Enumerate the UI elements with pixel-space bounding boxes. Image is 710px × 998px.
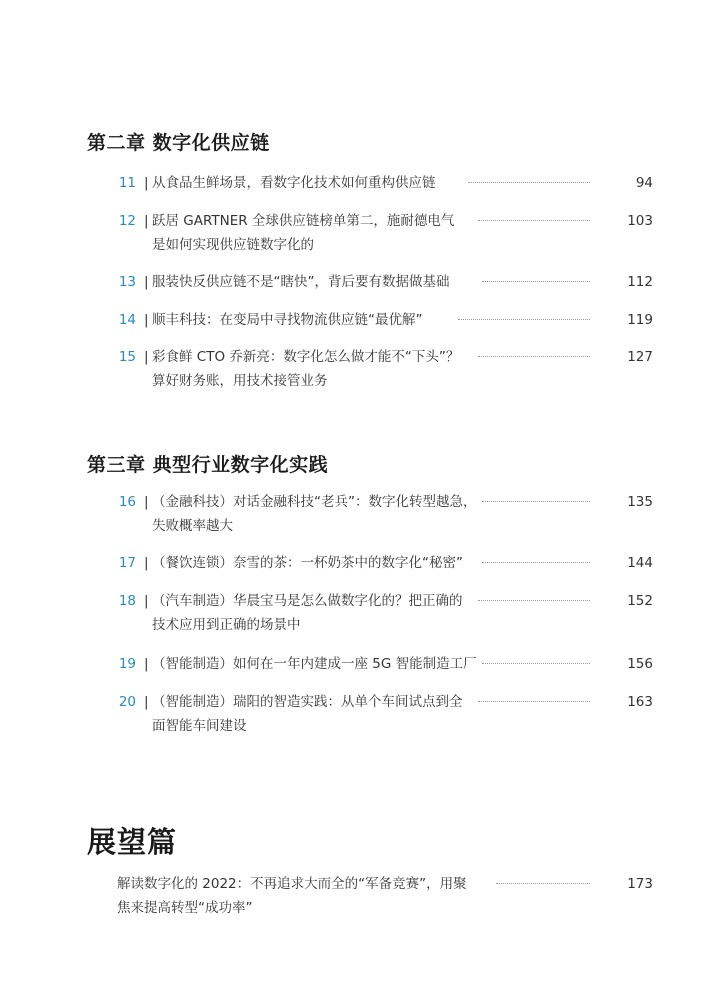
- entry-separator: |: [144, 494, 149, 510]
- leader-dots: [458, 319, 590, 320]
- entry-number: 12: [118, 213, 136, 229]
- entry-separator: |: [144, 213, 149, 229]
- leader-dots: [468, 182, 590, 183]
- entry-separator: |: [144, 349, 149, 365]
- leader-dots: [482, 501, 590, 502]
- entry-title: 跃居 GARTNER 全球供应链榜单第二，施耐德电气 是如何实现供应链数字化的: [152, 213, 455, 253]
- entry-title: （智能制造）瑞阳的智造实践：从单个车间试点到全 面智能车间建设: [152, 694, 463, 734]
- chapter-heading: 第三章 典型行业数字化实践: [87, 454, 329, 476]
- entry-number: 20: [118, 694, 136, 710]
- entry-page-number: 135: [627, 494, 653, 510]
- leader-dots: [478, 701, 590, 702]
- entry-page-number: 144: [627, 555, 653, 571]
- entry-page-number: 112: [627, 274, 653, 290]
- entry-separator: |: [144, 555, 149, 571]
- leader-dots: [482, 663, 590, 664]
- entry-title: 解读数字化的 2022：不再追求大而全的“军备竞赛”，用聚 焦来提高转型“成功率”: [117, 876, 467, 916]
- entry-separator: |: [144, 593, 149, 609]
- leader-dots: [478, 356, 590, 357]
- leader-dots: [496, 883, 590, 884]
- entry-number: 19: [118, 656, 136, 672]
- leader-dots: [482, 281, 590, 282]
- entry-number: 11: [118, 175, 136, 191]
- entry-title: （餐饮连锁）奈雪的茶：一杯奶茶中的数字化“秘密”: [152, 555, 463, 571]
- entry-title: （汽车制造）华晨宝马是怎么做数字化的？把正确的 技术应用到正确的场景中: [152, 593, 463, 633]
- entry-page-number: 119: [627, 312, 653, 328]
- entry-number: 18: [118, 593, 136, 609]
- leader-dots: [478, 220, 590, 221]
- entry-separator: |: [144, 694, 149, 710]
- entry-page-number: 103: [627, 213, 653, 229]
- entry-page-number: 94: [635, 175, 653, 191]
- entry-title: 服装快反供应链不是“瞎快”，背后要有数据做基础: [152, 274, 450, 290]
- entry-page-number: 173: [627, 876, 653, 892]
- entry-page-number: 156: [627, 656, 653, 672]
- entry-number: 14: [118, 312, 136, 328]
- entry-page-number: 127: [627, 349, 653, 365]
- entry-separator: |: [144, 274, 149, 290]
- entry-page-number: 163: [627, 694, 653, 710]
- entry-number: 16: [118, 494, 136, 510]
- entry-separator: |: [144, 175, 149, 191]
- leader-dots: [478, 600, 590, 601]
- entry-separator: |: [144, 312, 149, 328]
- entry-number: 15: [118, 349, 136, 365]
- entry-title: 彩食鲜 CTO 乔新亮：数字化怎么做才能不“下头”？ 算好财务账，用技术接管业务: [152, 349, 460, 389]
- entry-page-number: 152: [627, 593, 653, 609]
- entry-title: 从食品生鲜场景，看数字化技术如何重构供应链: [152, 175, 436, 191]
- entry-title: （金融科技）对话金融科技“老兵”：数字化转型越急， 失败概率越大: [152, 494, 477, 534]
- entry-number: 13: [118, 274, 136, 290]
- leader-dots: [482, 562, 590, 563]
- entry-separator: |: [144, 656, 149, 672]
- part-heading: 展望篇: [87, 825, 178, 859]
- entry-number: 17: [118, 555, 136, 571]
- entry-title: （智能制造）如何在一年内建成一座 5G 智能制造工厂: [152, 656, 477, 672]
- entry-title: 顺丰科技：在变局中寻找物流供应链“最优解”: [152, 312, 423, 328]
- chapter-heading: 第二章 数字化供应链: [87, 132, 270, 154]
